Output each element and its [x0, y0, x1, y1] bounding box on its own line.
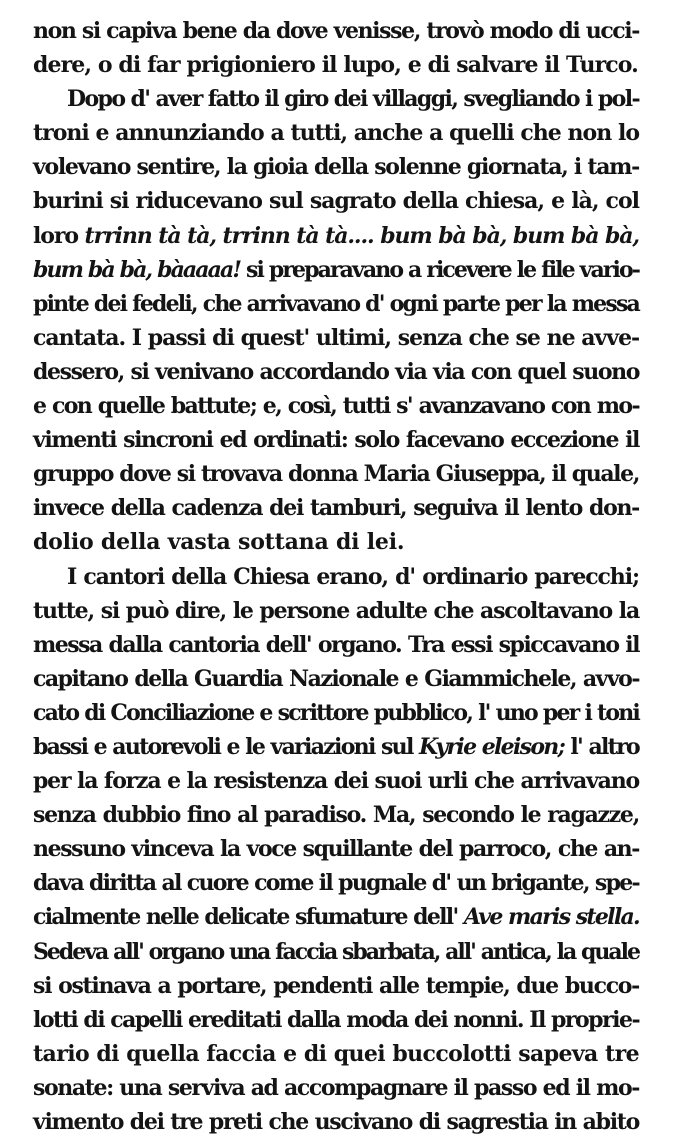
text-segment: I cantori della Chiesa erano, d' ordinario parecchi;	[67, 563, 639, 590]
text-segment: tutte, si può dire, le persone adulte che ascoltavano la	[33, 597, 639, 624]
text-line	[33, 287, 639, 321]
text-segment: dere, o di far prigioniero il lupo, e di salvare il Turco.	[33, 52, 638, 79]
text-line	[33, 491, 639, 525]
text-segment: messa dalla cantoria dell' organo. Tra essi spiccavano il	[33, 631, 639, 658]
text-segment: cialmente nelle delicate sfumature dell'	[33, 904, 464, 931]
text-segment: tario di quella faccia e di quei buccolotti sapeva tre	[33, 1040, 639, 1067]
text-segment: gruppo dove si trovava donna Maria Giuseppa, il quale,	[33, 461, 639, 488]
text-segment: vimento dei tre preti che uscivano di sagrestia in abito	[33, 1109, 639, 1135]
text-line	[33, 628, 639, 662]
text-line	[33, 662, 639, 696]
text-segment: Dopo d' aver fatto il giro dei villaggi, svegliando i pol-	[67, 86, 639, 113]
text-line	[33, 219, 639, 253]
text-line	[33, 82, 639, 116]
text-segment: troni e annunziando a tutti, anche a quelli che non lo	[33, 120, 639, 147]
text-segment: dava diritta al cuore come il pugnale d' un brigante, spe-	[33, 870, 639, 897]
text-segment: capitano della Guardia Nazionale e Giammichele, avvo-	[33, 665, 639, 692]
text-segment: Sedeva all' organo una faccia sbarbata, all' antica, la quale	[33, 938, 639, 965]
text-line	[33, 866, 639, 900]
text-segment: cato di Conciliazione e scrittore pubblico, l' uno per i toni	[33, 699, 639, 726]
text-segment: pinte dei fedeli, che arrivavano d' ogni parte per la messa	[33, 290, 639, 317]
text-segment: loro	[33, 222, 85, 249]
text-line	[33, 48, 639, 82]
text-segment: sonate: una serviva ad accompagnare il passo ed il mo-	[33, 1074, 639, 1101]
text-line	[33, 764, 639, 798]
text-segment: bassi e autorevoli e le variazioni sul	[33, 733, 419, 760]
text-line	[33, 1037, 639, 1071]
text-segment: invece della cadenza dei tamburi, seguiva il lento don-	[33, 495, 639, 522]
italic-text: Kyrie eleison;	[419, 733, 565, 760]
text-line	[33, 730, 639, 764]
text-segment: per la forza e la resistenza dei suoi urli che arrivavano	[33, 768, 639, 795]
text-segment: nessuno vinceva la voce squillante del parroco, che an-	[33, 836, 639, 863]
text-line	[33, 900, 639, 934]
text-line	[33, 935, 639, 969]
text-line	[33, 184, 639, 218]
text-segment: cantata. I passi di quest' ultimi, senza che se ne avve-	[33, 324, 640, 351]
text-line	[33, 116, 639, 150]
italic-text: Ave maris stella.	[463, 904, 639, 931]
text-line	[33, 560, 639, 594]
italic-text: bum bà bà, bàaaaa!	[33, 256, 241, 283]
text-line	[33, 14, 639, 48]
text-line	[33, 389, 639, 423]
text-segment: si ostinava a portare, pendenti alle tempie, due bucco-	[33, 972, 639, 999]
text-line	[33, 594, 639, 628]
text-line	[33, 969, 639, 1003]
text-segment: volevano sentire, la gioia della solenne giornata, i tam-	[33, 154, 639, 181]
text-segment: senza dubbio fino al paradiso. Ma, secondo le ragazze,	[33, 802, 639, 829]
text-line	[33, 321, 639, 355]
text-segment: l' altro	[564, 733, 639, 760]
text-line	[33, 1071, 639, 1105]
text-line	[33, 798, 639, 832]
text-segment: non si capiva bene da dove venisse, trovò modo di ucci-	[33, 18, 639, 44]
text-segment: burini si riducevano sul sagrato della chiesa, e là, col	[33, 188, 639, 215]
text-line	[33, 1003, 639, 1037]
text-line	[33, 832, 639, 866]
text-line	[33, 355, 639, 389]
text-line	[33, 253, 639, 287]
text-line	[33, 150, 639, 184]
italic-text: trrinn tà tà, trrinn tà tà.... bum bà bà, bum bà bà,	[84, 222, 639, 249]
text-segment: lotti di capelli ereditati dalla moda dei nonni. Il proprie-	[33, 1006, 640, 1033]
text-segment: si preparavano a ricevere le file vario-	[240, 256, 639, 283]
page-text	[33, 14, 639, 1139]
text-segment: vimenti sincroni ed ordinati: solo facevano eccezione il	[33, 427, 639, 454]
text-segment: dessero, si venivano accordando via via con quel suono	[33, 358, 639, 385]
text-line	[33, 1105, 639, 1139]
text-line	[33, 525, 639, 559]
text-segment: dolio della vasta sottana di lei.	[33, 529, 405, 556]
text-segment: e con quelle battute; e, così, tutti s' avanzavano con mo-	[33, 393, 639, 420]
text-line	[33, 423, 639, 457]
text-line	[33, 457, 639, 491]
text-line	[33, 696, 639, 730]
